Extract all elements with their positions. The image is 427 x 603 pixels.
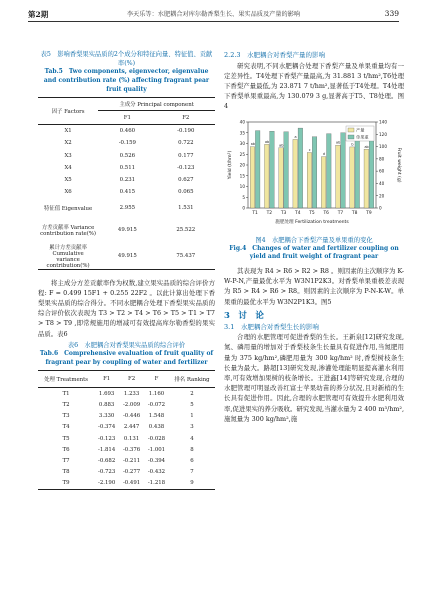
bar-fruit-weight [327, 133, 332, 207]
bar-yield [264, 144, 269, 208]
figure4-svg [224, 116, 404, 234]
table5 [38, 97, 215, 269]
y2-tick-label: 0 [379, 205, 382, 211]
y-axis-label: Yield (t/hm²) [228, 150, 233, 179]
y-tick-label: 30 [239, 140, 245, 146]
x-tick-label: T6 [323, 210, 329, 216]
bar-yield [364, 149, 369, 208]
y2-tick-label: 20 [379, 192, 385, 198]
table-row: T1 1.693 1.233 1.160 2 [62, 390, 194, 397]
table6-header-f1: F1 [103, 376, 111, 383]
bar-fruit-weight [312, 136, 317, 207]
table-row: 特征值 Eigenvalue 2.955 1.531 [43, 204, 194, 212]
table6-title-cn: 表6 水肥耦合对香梨果实品质的综合评价 [67, 341, 186, 349]
table6-header-f: F [154, 376, 159, 383]
paragraph: 其表现为 R4 > R6 > R2 > R8 。则因素的主次顺序为 K-W-P-N,产量最优水平为 W3N1P2K3。对香梨单果重极差表现为 R5 > R4 > R6 > R8。则因素的主次顺序为 P-N-K-W。单果重的最优水平为 W3N2P1K3。图5 [224, 266, 404, 306]
table-row: X6 0.415 0.065 [64, 189, 194, 196]
bar-fruit-weight [298, 128, 303, 208]
y2-tick-label: 100 [379, 143, 387, 149]
y2-tick-label: 60 [379, 168, 385, 174]
table-row: X5 0.231 0.627 [64, 177, 194, 184]
bar-yield [336, 145, 341, 208]
table5-header-f2: F2 [182, 114, 190, 121]
table-row: 方差贡献率 Variance contribution rate(%) 49.915 25.522 [40, 224, 196, 237]
significance-letter: ab [264, 139, 270, 144]
bar-fruit-weight [341, 132, 346, 207]
left-column [38, 50, 215, 490]
table6-header-f2: F2 [127, 376, 136, 383]
figure4-chart [224, 116, 404, 234]
header-rule [28, 21, 399, 22]
x-tick-label: T9 [366, 210, 372, 216]
page-header [0, 0, 427, 24]
significance-letter: a [294, 134, 297, 139]
significance-letter: ab [364, 144, 369, 149]
bar-yield [293, 139, 298, 208]
table-row: T3 3.330 -0.446 1.548 1 [62, 413, 194, 420]
section-heading-223: 2.2.3 水肥耦合对香梨产量的影响 [224, 51, 326, 59]
issue-number: 第2期 [28, 10, 49, 19]
table-row: X2 -0.159 0.722 [64, 140, 194, 147]
bar-yield [279, 147, 284, 207]
x-tick-label: T8 [351, 210, 358, 216]
x-tick-label: T4 [295, 210, 301, 216]
significance-letter: ab [336, 140, 341, 145]
x-axis-label: 施肥处理 Fertilization treatments [275, 219, 349, 225]
table-row: T6 -1.814 -0.376 -1.001 8 [62, 446, 194, 453]
x-tick-label: T2 [266, 210, 273, 216]
table5-title-en: Tab.5 Two components, eigenvector, eigenvalue and contribution rate (%) affecting fragrant pear fruit quality [43, 68, 210, 93]
table-row: T8 -0.723 -0.277 -0.432 7 [62, 469, 194, 476]
table-row: T2 0.883 -2.009 -0.072 5 [62, 401, 194, 408]
table5-header-f1: F1 [123, 114, 131, 121]
legend-label-yield: 产量 [356, 127, 365, 133]
bar-yield [250, 146, 255, 207]
y-tick-label: 25 [239, 151, 245, 157]
table6-header-treatments: 处理 Treatments [44, 377, 89, 384]
section-heading-3: 3 讨 论 [224, 310, 264, 321]
paragraph: 研究表明,不同水肥耦合处理下香梨产量及单果重量均有一定差异性。T4处理下香梨产量最高,为 31.881 3 t/hm²,T6处理下香梨产量最低,为 23.871 7 t/hm²,显著低于T4处理。T4处理下香梨单果重最高,为 130.079 3 g,显著高于T5、T8处理。图4 [224, 61, 404, 111]
figure4-caption-en: Fig.4 Changes of water and fertilizer coupling on yield and fruit weight of fragrant pear [229, 244, 399, 261]
running-title: 李天乐等：水肥耦合对库尔勒香梨生长、果实品质及产量的影响 [126, 11, 301, 18]
legend-label-weight: 单果重 [356, 134, 369, 140]
x-tick-label: T3 [280, 210, 287, 216]
table-row: T4 -0.374 2.447 0.438 3 [62, 424, 194, 431]
table6 [38, 370, 215, 490]
y-tick-label: 0 [242, 205, 245, 211]
table-row: T5 -0.123 0.131 -0.028 4 [62, 435, 194, 442]
bar-yield [321, 156, 326, 207]
significance-letter: d [322, 151, 326, 156]
table-row: X1 0.460 -0.190 [64, 127, 195, 134]
legend-swatch-weight [348, 135, 354, 139]
bar-fruit-weight [270, 131, 275, 208]
table6-title-en: Tab.6 Comprehensive evaluation of fruit quality of fragrant pear by coupling of water and fertilizer [39, 349, 214, 366]
paragraph: 合理的水肥管理可促进香梨的生长。王新泉[12]研究发现,氮、磷用量的增加对于香梨枝条生长量具有促进作用,当氮肥用量为 375 kg/hm²,磷肥用量为 300 kg/hm² 时,香梨树枝条生长量为最大。路超[13]研究发现,渗灌处理能明显提高灌水利用率,可有效增加果树的枝条增长。王进鑫[14]等研究发现,合理的水肥管理可明显改善红富士苹果幼苗的养分状况,且对新梢的生长具有促进作用。因此,合理的水肥管理可有效提升水肥利用效率,促进果实的养分吸收。研究发现,当灌水量为 2 400 m³/hm²,施氮量为 300 kg/hm²,施 [224, 333, 404, 423]
table5-title-cn: 表5 影响香梨果实品质的2个成分和特征向量、特征值、贡献率(%) [40, 51, 213, 68]
x-tick-label: T7 [337, 210, 344, 216]
bar-yield [307, 152, 312, 207]
figure4-caption-cn: 图4 水肥耦合下香梨产量及单果重的变化 [255, 236, 373, 244]
table6-header-ranking: 排名 Ranking [174, 377, 210, 384]
significance-letter: ab [279, 142, 284, 147]
y-tick-label: 10 [239, 183, 245, 189]
page-number: 339 [384, 9, 399, 18]
y2-tick-label: 40 [379, 180, 385, 186]
right-column [224, 50, 404, 424]
significance-letter: ab [250, 141, 255, 146]
y2-tick-label: 80 [379, 155, 385, 161]
y-tick-label: 5 [242, 194, 245, 200]
y-tick-label: 35 [239, 129, 245, 135]
bar-fruit-weight [284, 131, 289, 207]
bar-yield [350, 146, 355, 207]
bar-fruit-weight [355, 136, 360, 208]
bar-fruit-weight [369, 131, 374, 208]
table-row: X4 0.511 -0.123 [64, 164, 195, 171]
x-tick-label: T1 [252, 210, 258, 216]
y2-tick-label: 140 [379, 119, 387, 125]
section-heading-31: 3.1 水肥耦合对香梨生长的影响 [224, 322, 319, 331]
table-row: 累计方差贡献率 Cumulative variance contribution(%) 49.915 75.437 [38, 243, 215, 270]
y-tick-label: 20 [239, 162, 245, 168]
table5-header-factors: 因子 Factors [38, 98, 98, 125]
paragraph: 将主成分方差贡献率作为权数,建立果实品质的综合评价方程: F = 0.499 15F1 + 0.255 22F2 。以此计算出处理下香梨果实品质的综合得分。不同水肥耦合处理下香梨果实品质的综合评价依次表现为 T3 > T2 > T4 > T6 > T5 > T1 > T7 > T8 > T9 ,即常规施用的增减可有效提高库尔勒香梨的果实品质。表6 [38, 278, 215, 338]
significance-letter: b [351, 141, 354, 146]
bar-fruit-weight [255, 130, 260, 207]
table5-header-pc: 主成分 Principal component [98, 98, 215, 111]
legend-swatch-yield [348, 128, 354, 132]
y2-tick-label: 120 [379, 131, 387, 137]
table-row: X3 0.526 0.177 [64, 152, 194, 159]
y2-axis-label: Fruit weight (g) [396, 146, 401, 183]
table-row: T9 -2.190 -0.491 -1.218 9 [38, 478, 215, 490]
y-tick-label: 40 [239, 119, 245, 125]
x-tick-label: T5 [309, 210, 315, 216]
y-tick-label: 15 [239, 172, 245, 178]
table-row: T7 -0.682 -0.211 -0.394 6 [62, 457, 194, 464]
significance-letter: c [308, 147, 311, 152]
